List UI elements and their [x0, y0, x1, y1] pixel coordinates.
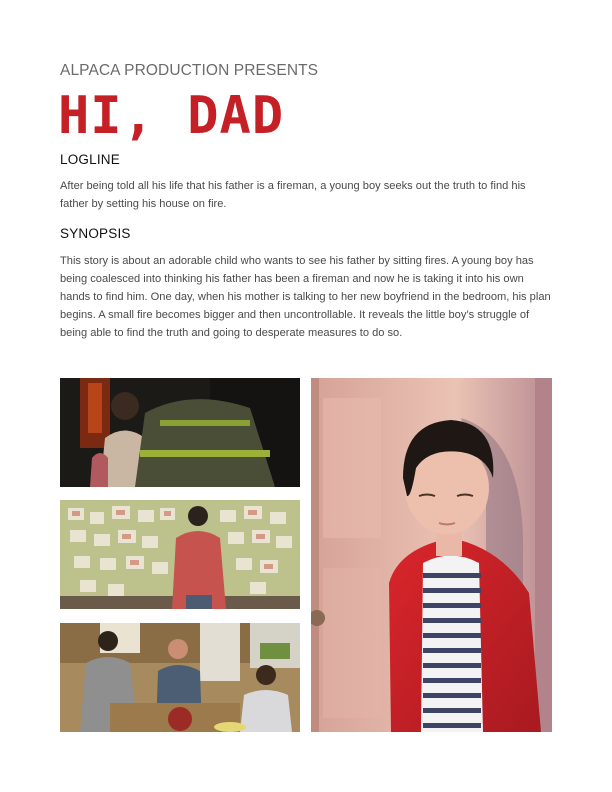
still-boy-by-door-photo — [311, 378, 552, 732]
synopsis-heading: SYNOPSIS — [60, 226, 131, 241]
presents-line: ALPACA PRODUCTION PRESENTS — [60, 62, 319, 79]
synopsis-text: This story is about an adorable child who wants to see his father by sitting fires. A young boy has being coalesced into thinking his father has been a fireman and now he is taking it into his own hands to find him. One day, when his mother is talking to her new boyfriend in the bedroom, his plan begins. A small fire becomes bigger and then uncontrollable. It reveals the little boy’s struggle of being able to find the truth and going to desperate measures to do so. — [60, 255, 551, 339]
logline-heading: LOGLINE — [60, 152, 120, 167]
still-fireman-photo — [60, 378, 300, 487]
still-kitchen-table-photo — [60, 623, 300, 732]
logline-text: After being told all his life that his father is a fireman, a young boy seeks out the truth to find his father by setting his house on fire. — [60, 180, 526, 210]
film-title: HI, DAD — [58, 86, 285, 146]
still-drawings-wall-photo — [60, 500, 300, 609]
